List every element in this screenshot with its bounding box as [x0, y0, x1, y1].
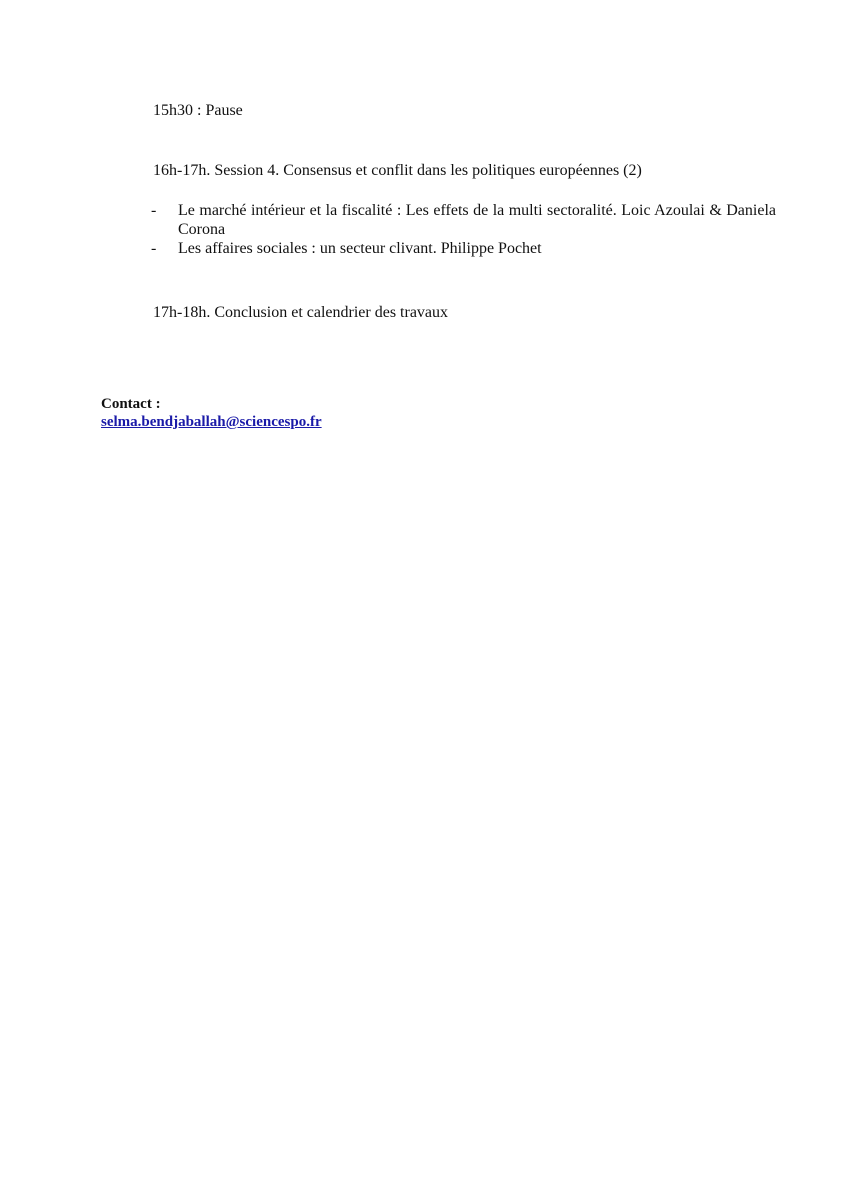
session-4-title: 16h-17h. Session 4. Consensus et conflit dans les politiques européennes (2) — [153, 162, 642, 179]
bullet-dash-1: - — [151, 202, 157, 219]
contact-label: Contact : — [101, 396, 161, 412]
conclusion-line: 17h-18h. Conclusion et calendrier des travaux — [153, 304, 449, 321]
contact-email-link[interactable]: selma.bendjaballah@sciencespo.fr — [101, 414, 322, 430]
session-4-item-1: Le marché intérieur et la fiscalité : Les effets de la multi sectoralité. Loic Azoulai & Daniela Corona — [178, 202, 776, 238]
session-4-item-2: Les affaires sociales : un secteur clivant. Philippe Pochet — [178, 240, 542, 257]
pause-line: 15h30 : Pause — [153, 102, 243, 119]
bullet-dash-2: - — [151, 240, 157, 257]
